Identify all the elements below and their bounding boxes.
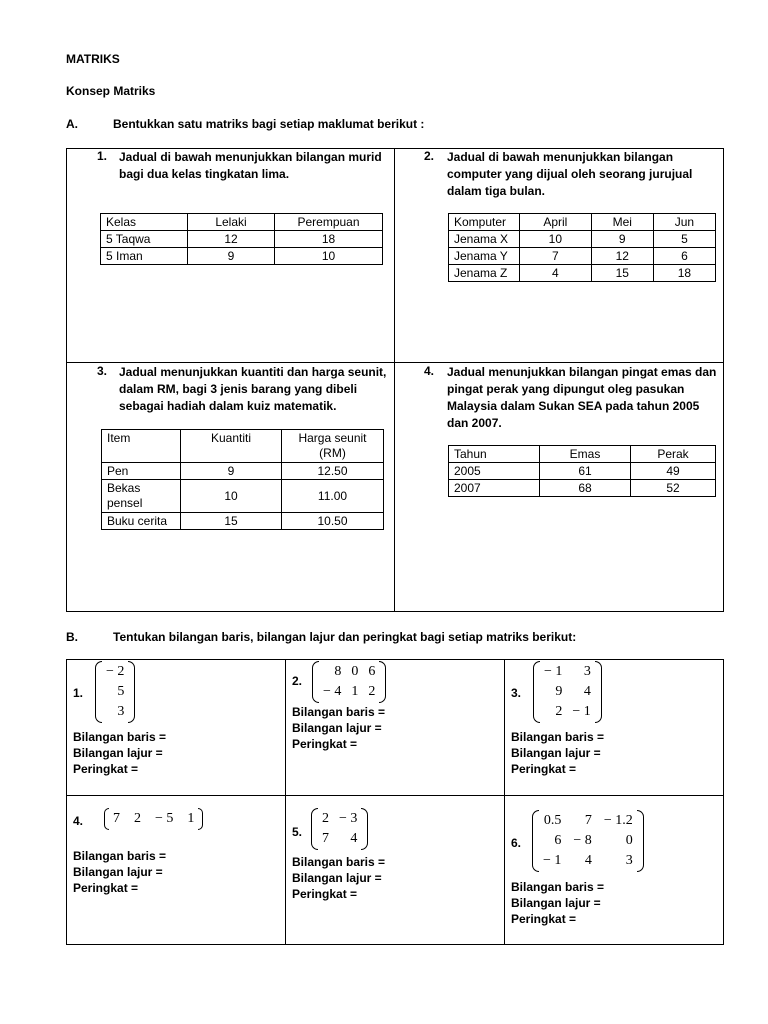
matrix-entry: 2 <box>555 704 563 719</box>
table-cell: 2005 <box>449 463 540 480</box>
question-text: Jadual menunjukkan bilangan pingat emas dan pingat perak yang dipungut oleg pasukan Malaysia dalam Sukan SEA pada tahun 2005 dan 2007. <box>447 365 717 430</box>
table-cell: Buku cerita <box>102 513 181 530</box>
matrix-number: 6. <box>511 836 522 850</box>
matrix-entry: 1 <box>187 811 195 826</box>
answer-labels <box>511 879 604 927</box>
table-cell: 9 <box>188 248 275 265</box>
matrix-entry: 7 <box>322 831 329 846</box>
cols-label: Bilangan lajur = <box>292 721 382 735</box>
table-cell: Pen <box>102 463 181 480</box>
table-header: Harga seunit (RM) <box>282 430 384 463</box>
cols-label: Bilangan lajur = <box>73 746 163 760</box>
table-cell: 7 <box>520 248 592 265</box>
table-cell: 9 <box>181 463 282 480</box>
question-number: 3. <box>97 364 108 378</box>
table-cell: 18 <box>275 231 383 248</box>
order-label: Peringkat = <box>511 762 577 776</box>
matrix-entry: − 2 <box>106 664 125 679</box>
table-cell: 11.00 <box>282 480 384 513</box>
matrix-entry: 6 <box>368 664 376 679</box>
section-b-instruction: Tentukan bilangan baris, bilangan lajur dan peringkat bagi setiap matriks berikut: <box>113 630 577 644</box>
data-table-q1 <box>100 213 383 265</box>
matrix-entry: − 5 <box>155 811 174 826</box>
grid-divider <box>66 795 724 796</box>
matrix-entry: 2 <box>134 811 141 826</box>
matrix-6 <box>532 810 644 872</box>
matrix-entry: 9 <box>555 684 563 699</box>
answer-labels <box>292 854 385 902</box>
matrix-entry: 8 <box>334 664 342 679</box>
page-subtitle: Konsep Matriks <box>66 84 156 98</box>
rows-label: Bilangan baris = <box>73 730 167 744</box>
order-label: Peringkat = <box>511 912 577 926</box>
table-cell: 15 <box>591 265 653 282</box>
table-header: Item <box>102 430 181 463</box>
matrix-4 <box>104 808 203 830</box>
table-header: Komputer <box>449 214 520 231</box>
matrix-entry: 0 <box>625 833 633 848</box>
matrix-entry: 0.5 <box>543 813 562 828</box>
matrix-1 <box>95 661 135 723</box>
matrix-entry: 5 <box>117 684 125 699</box>
question-number: 4. <box>424 364 435 378</box>
matrix-entry: 4 <box>584 853 592 868</box>
matrix-entry: 1 <box>351 684 359 699</box>
matrix-entry: 7 <box>113 811 120 826</box>
table-cell: 18 <box>653 265 715 282</box>
matrix-number: 2. <box>292 674 303 688</box>
table-cell: Bekas pensel <box>102 480 181 513</box>
matrix-entry: 3 <box>117 704 125 719</box>
table-cell: 10 <box>181 480 282 513</box>
table-cell: 6 <box>653 248 715 265</box>
section-a-label: A. <box>66 117 78 131</box>
matrix-entry: 3 <box>583 664 591 679</box>
order-label: Peringkat = <box>292 887 358 901</box>
matrix-entry: − 1.2 <box>603 813 633 828</box>
matrix-number: 5. <box>292 825 303 839</box>
matrix-number: 3. <box>511 686 522 700</box>
matrix-entry: 3 <box>625 853 633 868</box>
matrix-number: 1. <box>73 686 84 700</box>
table-cell: 49 <box>631 463 716 480</box>
table-header: April <box>520 214 592 231</box>
rows-label: Bilangan baris = <box>73 849 167 863</box>
matrix-entry: − 4 <box>323 684 342 699</box>
table-cell: 12.50 <box>282 463 384 480</box>
data-table-q2 <box>448 213 716 282</box>
matrix-entry: 4 <box>583 684 591 699</box>
rows-label: Bilangan baris = <box>292 855 386 869</box>
cols-label: Bilangan lajur = <box>292 871 382 885</box>
table-cell: Jenama Z <box>449 265 520 282</box>
matrix-3 <box>533 661 602 723</box>
table-cell: 10.50 <box>282 513 384 530</box>
question-text: Jadual menunjukkan kuantiti dan harga seunit, dalam RM, bagi 3 jenis barang yang dibeli sebagai hadiah dalam kuiz matematik. <box>119 365 387 413</box>
table-cell: 5 Iman <box>101 248 188 265</box>
matrix-entry: 4 <box>350 831 358 846</box>
table-cell: 2007 <box>449 480 540 497</box>
matrix-entry: − 1 <box>572 704 591 719</box>
table-cell: 68 <box>540 480 631 497</box>
question-text: Jadual di bawah menunjukkan bilangan computer yang dijual oleh seorang jurujual dalam tiga bulan. <box>447 150 693 198</box>
order-label: Peringkat = <box>73 762 139 776</box>
table-header: Tahun <box>449 446 540 463</box>
table-header: Mei <box>591 214 653 231</box>
section-b-grid <box>66 659 724 945</box>
matrix-entry: − 8 <box>573 833 592 848</box>
data-table-q3 <box>101 429 384 530</box>
answer-labels <box>73 848 166 896</box>
table-header: Kuantiti <box>181 430 282 463</box>
table-cell: 9 <box>591 231 653 248</box>
matrix-entry: 2 <box>368 684 376 699</box>
matrix-number: 4. <box>73 814 84 828</box>
matrix-entry: 0 <box>351 664 359 679</box>
question-number: 1. <box>97 149 108 163</box>
table-header: Perak <box>631 446 716 463</box>
rows-label: Bilangan baris = <box>511 730 605 744</box>
rows-label: Bilangan baris = <box>511 880 605 894</box>
matrix-entry: 6 <box>554 833 562 848</box>
table-cell: Jenama Y <box>449 248 520 265</box>
matrix-entry: 7 <box>584 813 592 828</box>
matrix-entry: − 1 <box>544 664 563 679</box>
table-header: Lelaki <box>188 214 275 231</box>
table-cell: 5 Taqwa <box>101 231 188 248</box>
cols-label: Bilangan lajur = <box>511 896 601 910</box>
section-a-instruction: Bentukkan satu matriks bagi setiap maklumat berikut : <box>113 117 425 131</box>
matrix-5 <box>311 808 368 850</box>
section-b-label: B. <box>66 630 78 644</box>
matrix-entry: − 1 <box>543 853 562 868</box>
grid-divider <box>66 362 724 363</box>
rows-label: Bilangan baris = <box>292 705 386 719</box>
matrix-entry: 2 <box>322 811 329 826</box>
table-cell: 4 <box>520 265 592 282</box>
answer-labels <box>511 729 604 777</box>
answer-labels <box>73 729 166 777</box>
grid-divider <box>285 659 286 945</box>
table-cell: 52 <box>631 480 716 497</box>
grid-divider <box>504 659 505 945</box>
table-header: Kelas <box>101 214 188 231</box>
table-cell: 15 <box>181 513 282 530</box>
question-text: Jadual di bawah menunjukkan bilangan murid bagi dua kelas tingkatan lima. <box>119 150 382 181</box>
table-header: Perempuan <box>275 214 383 231</box>
table-cell: 12 <box>188 231 275 248</box>
order-label: Peringkat = <box>73 881 139 895</box>
cols-label: Bilangan lajur = <box>73 865 163 879</box>
matrix-2 <box>312 661 386 703</box>
question-number: 2. <box>424 149 435 163</box>
page-title: MATRIKS <box>66 52 120 66</box>
table-header: Emas <box>540 446 631 463</box>
grid-divider <box>394 148 395 612</box>
matrix-entry: − 3 <box>339 811 358 826</box>
order-label: Peringkat = <box>292 737 358 751</box>
table-cell: 5 <box>653 231 715 248</box>
answer-labels <box>292 704 385 752</box>
table-cell: Jenama X <box>449 231 520 248</box>
table-cell: 10 <box>275 248 383 265</box>
table-cell: 61 <box>540 463 631 480</box>
table-cell: 12 <box>591 248 653 265</box>
data-table-q4 <box>448 445 716 497</box>
table-cell: 10 <box>520 231 592 248</box>
table-header: Jun <box>653 214 715 231</box>
cols-label: Bilangan lajur = <box>511 746 601 760</box>
